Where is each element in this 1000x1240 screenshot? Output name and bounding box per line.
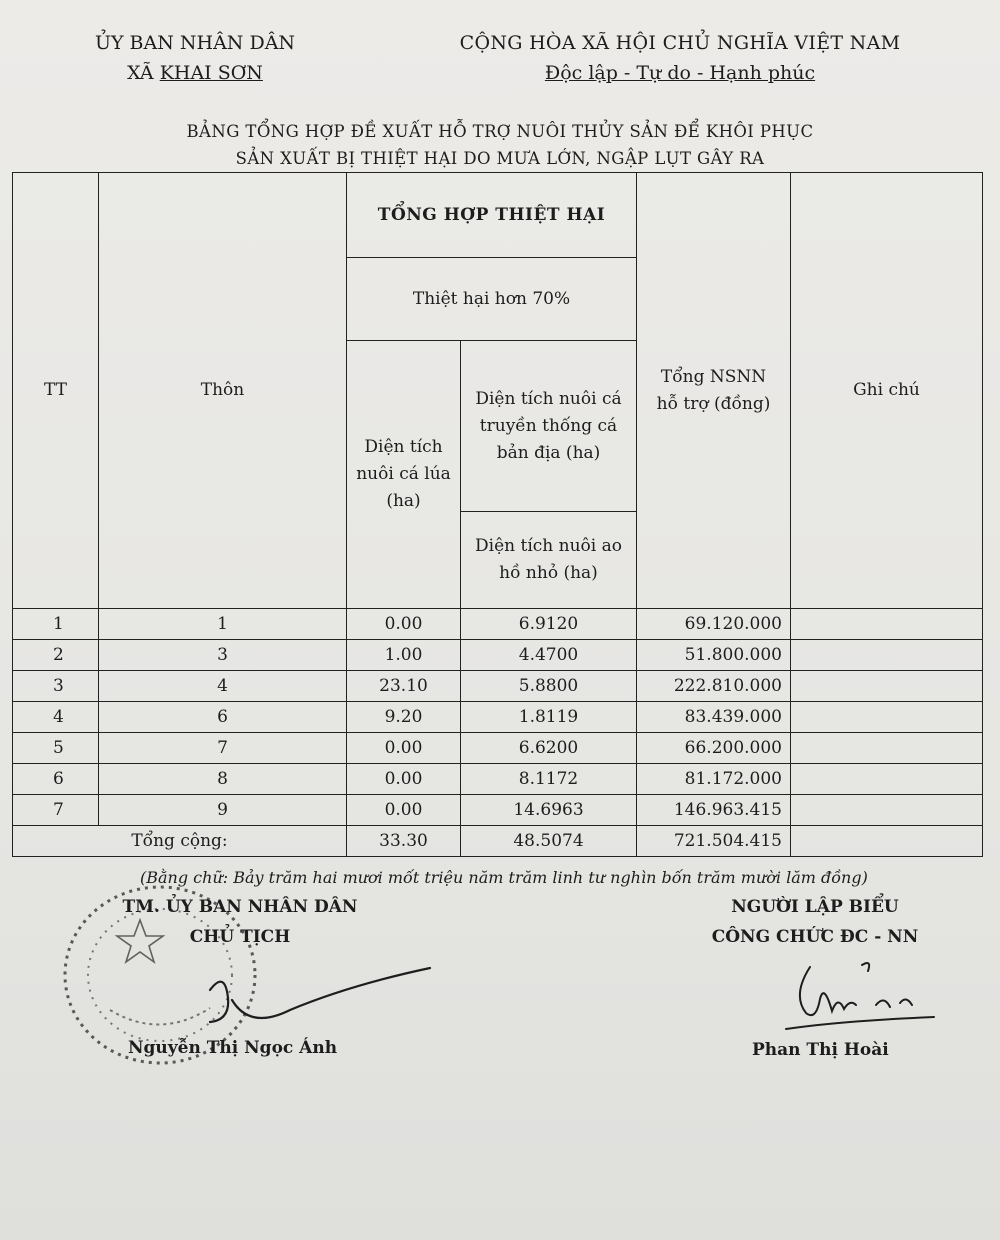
table-row — [13, 702, 983, 733]
title-line-1: BẢNG TỔNG HỢP ĐỀ XUẤT HỖ TRỢ NUÔI THỦY SẢN ĐỂ KHÔI PHỤC — [186, 122, 814, 141]
cell-notes — [791, 702, 983, 733]
amount-in-words: (Bằng chữ: Bảy trăm hai mươi mốt triệu năm trăm linh tư nghìn bốn trăm mười lăm đồng) — [140, 868, 868, 887]
cell-thon: 4 — [99, 671, 347, 702]
cell-pond: 1.8119 — [461, 702, 637, 733]
cell-total-support: 69.120.000 — [637, 609, 791, 640]
col-header-traditional-fish-area: Diện tích nuôi cá truyền thống cá bản địa (ha) — [461, 341, 637, 512]
cell-rice-fish: 0.00 — [347, 609, 461, 640]
col-header-thon: Thôn — [99, 173, 347, 609]
commune-name: KHAI SƠN — [159, 62, 263, 84]
cell-thon: 1 — [99, 609, 347, 640]
cell-thon: 7 — [99, 733, 347, 764]
cell-thon: 8 — [99, 764, 347, 795]
cell-notes — [791, 609, 983, 640]
cell-total-support: 83.439.000 — [637, 702, 791, 733]
document-title — [120, 118, 880, 172]
col-header-small-pond-area: Diện tích nuôi ao hồ nhỏ (ha) — [461, 512, 637, 609]
approver-title-2: CHỦ TỊCH — [189, 927, 291, 947]
cell-thon: 6 — [99, 702, 347, 733]
cell-rice-fish: 9.20 — [347, 702, 461, 733]
cell-tt: 5 — [13, 733, 99, 764]
cell-tt: 4 — [13, 702, 99, 733]
preparer-signature — [780, 955, 940, 1035]
country-name: CỘNG HÒA XÃ HỘI CHỦ NGHĨA VIỆT NAM — [459, 32, 901, 54]
cell-total-support: 51.800.000 — [637, 640, 791, 671]
preparer-title-1: NGƯỜI LẬP BIỂU — [731, 897, 899, 917]
cell-pond: 6.9120 — [461, 609, 637, 640]
cell-notes — [791, 640, 983, 671]
table-row — [13, 764, 983, 795]
total-pond: 48.5074 — [461, 826, 637, 857]
cell-rice-fish: 0.00 — [347, 795, 461, 826]
col-header-damage-over-70: Thiệt hại hơn 70% — [347, 258, 637, 341]
national-motto: Độc lập - Tự do - Hạnh phúc — [544, 62, 816, 84]
cell-thon: 9 — [99, 795, 347, 826]
cell-tt: 3 — [13, 671, 99, 702]
preparer-name: Phan Thị Hoài — [752, 1040, 889, 1060]
cell-pond: 4.4700 — [461, 640, 637, 671]
summary-table — [12, 172, 983, 857]
issuing-authority — [60, 28, 330, 88]
title-line-2: SẢN XUẤT BỊ THIỆT HẠI DO MƯA LỚN, NGẬP LỤT GÂY RA — [235, 149, 765, 168]
cell-tt: 6 — [13, 764, 99, 795]
cell-notes — [791, 795, 983, 826]
total-notes — [791, 826, 983, 857]
approver-name: Nguyễn Thị Ngọc Ánh — [128, 1038, 338, 1058]
cell-pond: 14.6963 — [461, 795, 637, 826]
cell-pond: 6.6200 — [461, 733, 637, 764]
cell-pond: 5.8800 — [461, 671, 637, 702]
col-header-total-support: Tổng NSNN hỗ trợ (đồng) — [637, 173, 791, 609]
cell-tt: 2 — [13, 640, 99, 671]
cell-rice-fish: 23.10 — [347, 671, 461, 702]
preparer-block — [690, 892, 940, 952]
cell-rice-fish: 0.00 — [347, 733, 461, 764]
col-header-notes: Ghi chú — [791, 173, 983, 609]
table-row — [13, 609, 983, 640]
cell-rice-fish: 0.00 — [347, 764, 461, 795]
cell-notes — [791, 733, 983, 764]
approver-title-1: TM. ỦY BAN NHÂN DÂN — [122, 897, 358, 917]
col-header-tt: TT — [13, 173, 99, 609]
total-support: 721.504.415 — [637, 826, 791, 857]
cell-pond: 8.1172 — [461, 764, 637, 795]
table-row — [13, 795, 983, 826]
cell-tt: 1 — [13, 609, 99, 640]
cell-total-support: 81.172.000 — [637, 764, 791, 795]
col-header-damage-summary: TỔNG HỢP THIỆT HẠI — [347, 173, 637, 258]
cell-notes — [791, 671, 983, 702]
total-row — [13, 826, 983, 857]
total-label: Tổng cộng: — [13, 826, 347, 857]
cell-tt: 7 — [13, 795, 99, 826]
table-row — [13, 671, 983, 702]
cell-thon: 3 — [99, 640, 347, 671]
cell-total-support: 66.200.000 — [637, 733, 791, 764]
col-header-rice-fish-area: Diện tích nuôi cá lúa (ha) — [347, 341, 461, 609]
cell-notes — [791, 764, 983, 795]
cell-total-support: 222.810.000 — [637, 671, 791, 702]
cell-rice-fish: 1.00 — [347, 640, 461, 671]
total-rice-fish: 33.30 — [347, 826, 461, 857]
national-heading — [400, 28, 960, 88]
org-line-1: ỦY BAN NHÂN DÂN — [94, 32, 296, 54]
cell-total-support: 146.963.415 — [637, 795, 791, 826]
approver-block — [110, 892, 370, 952]
org-line-2: XÃ KHAI SƠN — [127, 62, 263, 84]
preparer-title-2: CÔNG CHỨC ĐC - NN — [711, 927, 919, 947]
table-row — [13, 733, 983, 764]
table-row — [13, 640, 983, 671]
approver-signature — [170, 960, 440, 1040]
